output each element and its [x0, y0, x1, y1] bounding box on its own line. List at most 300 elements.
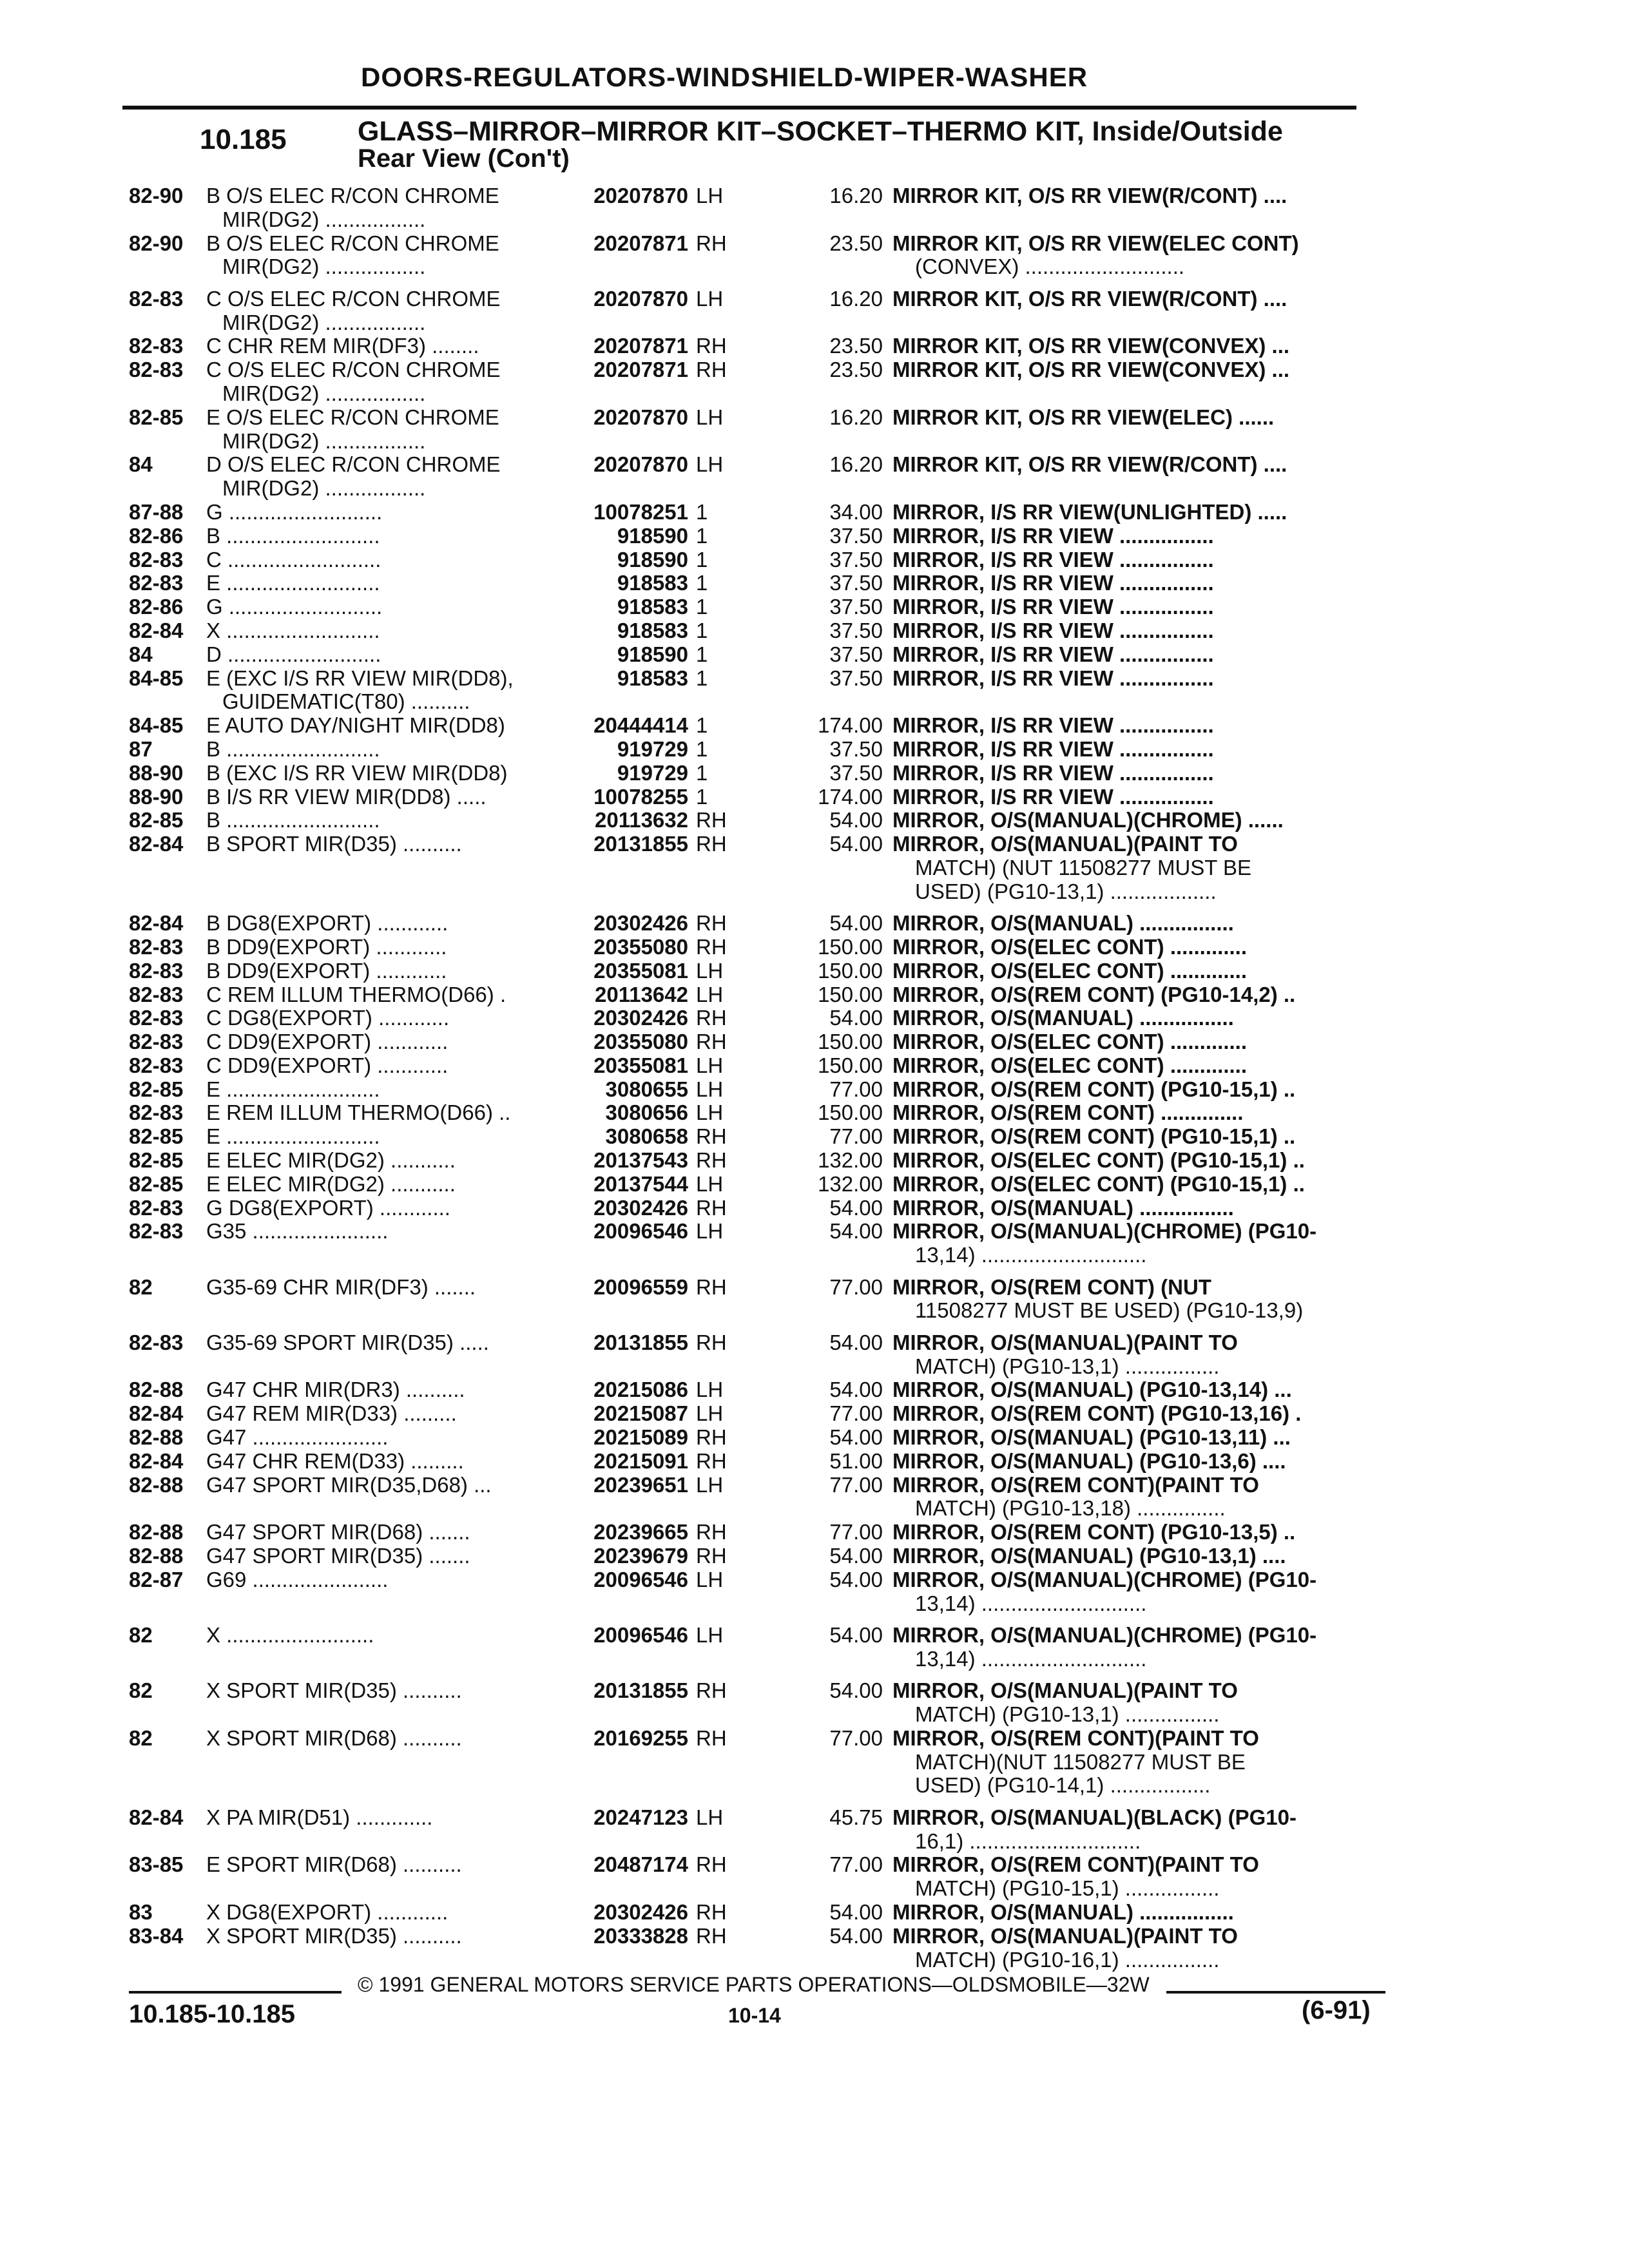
row-description: MIRROR, O/S(REM CONT)(PAINT TO — [892, 1725, 1259, 1750]
row-trim: B DG8(EXPORT) ............ — [206, 911, 448, 936]
row-qty: RH — [696, 934, 727, 959]
row-price: 16.20 — [829, 405, 883, 429]
row-trim: G .......................... — [206, 595, 383, 619]
table-row — [0, 1149, 1629, 1173]
row-qty: RH — [696, 911, 727, 936]
row-years: 82-88 — [129, 1544, 184, 1568]
row-years: 82-90 — [129, 184, 184, 207]
row-trim: G47 CHR REM(D33) ......... — [206, 1448, 464, 1473]
row-trim-cont: MIR(DG2) ................. — [222, 428, 426, 453]
row-price: 150.00 — [818, 982, 883, 1006]
row-price: 37.50 — [829, 523, 883, 548]
table-row — [0, 1727, 1629, 1806]
table-row — [0, 1925, 1629, 1972]
table-row — [0, 1378, 1629, 1402]
header-rule — [122, 106, 1356, 110]
row-part-number: 3080656 — [605, 1100, 688, 1125]
row-qty: LH — [696, 1805, 724, 1829]
table-row — [0, 809, 1629, 832]
row-qty: RH — [696, 231, 727, 255]
row-qty: RH — [696, 1725, 727, 1750]
row-qty: RH — [696, 1030, 727, 1054]
row-description: MIRROR KIT, O/S RR VIEW(R/CONT) .... — [892, 184, 1287, 207]
row-trim: X DG8(EXPORT) ............ — [206, 1899, 448, 1924]
row-price: 54.00 — [829, 1678, 883, 1703]
table-row — [0, 1679, 1629, 1727]
row-years: 82-83 — [129, 1100, 184, 1125]
row-price: 54.00 — [829, 1378, 883, 1402]
row-description: MIRROR, O/S(REM CONT) (PG10-13,16) . — [892, 1401, 1302, 1426]
section-number: 10.185 — [200, 124, 287, 155]
row-years: 88-90 — [129, 760, 184, 785]
row-trim: X SPORT MIR(D35) .......... — [206, 1923, 462, 1948]
row-years: 84 — [129, 452, 153, 477]
table-row — [0, 1426, 1629, 1450]
row-qty: RH — [696, 1448, 727, 1473]
row-qty: RH — [696, 832, 727, 856]
page-header-title: DOORS-REGULATORS-WINDSHIELD-WIPER-WASHER — [361, 62, 1088, 92]
row-trim: C DG8(EXPORT) ............ — [206, 1006, 450, 1030]
row-years: 84-85 — [129, 713, 184, 738]
row-price: 77.00 — [829, 1520, 883, 1544]
row-qty: RH — [696, 1124, 727, 1149]
row-qty: LH — [696, 1401, 724, 1426]
row-description: MIRROR, O/S(MANUAL) (PG10-13,1) .... — [892, 1544, 1286, 1568]
row-price: 150.00 — [818, 958, 883, 983]
row-years: 82-83 — [129, 358, 184, 382]
row-description: MIRROR, I/S RR VIEW ................ — [892, 760, 1214, 785]
row-price: 77.00 — [829, 1725, 883, 1750]
table-row — [0, 287, 1629, 335]
row-years: 87-88 — [129, 499, 184, 524]
row-part-number: 20169255 — [593, 1725, 688, 1750]
row-price: 37.50 — [829, 760, 883, 785]
row-trim: B (EXC I/S RR VIEW MIR(DD8) — [206, 760, 508, 785]
table-row — [0, 959, 1629, 983]
row-price: 34.00 — [829, 499, 883, 524]
row-part-number: 20207870 — [593, 286, 688, 311]
row-price: 150.00 — [818, 1100, 883, 1125]
row-years: 82-83 — [129, 1330, 184, 1354]
row-description-cont: MATCH) (PG10-13,1) ................ — [915, 1702, 1220, 1726]
row-price: 77.00 — [829, 1124, 883, 1149]
row-price: 54.00 — [829, 1544, 883, 1568]
row-part-number: 20302426 — [593, 1195, 688, 1220]
row-price: 16.20 — [829, 286, 883, 311]
row-qty: RH — [696, 1330, 727, 1354]
row-part-number: 20215091 — [593, 1448, 688, 1473]
row-part-number: 20137544 — [593, 1171, 688, 1196]
table-row — [0, 548, 1629, 572]
row-qty: 1 — [696, 760, 708, 785]
row-description: MIRROR, O/S(REM CONT) .............. — [892, 1100, 1244, 1125]
row-years: 82-88 — [129, 1472, 184, 1497]
row-trim: X SPORT MIR(D68) .......... — [206, 1725, 462, 1750]
row-description-cont: (CONVEX) ........................... — [915, 255, 1185, 279]
row-years: 82-83 — [129, 1053, 184, 1077]
row-part-number: 20096546 — [593, 1567, 688, 1591]
row-trim: B .......................... — [206, 808, 380, 832]
row-description: MIRROR KIT, O/S RR VIEW(ELEC CONT) — [892, 231, 1299, 255]
row-price: 23.50 — [829, 231, 883, 255]
row-price: 77.00 — [829, 1077, 883, 1101]
row-price: 37.50 — [829, 595, 883, 619]
row-description: MIRROR, I/S RR VIEW ................ — [892, 784, 1214, 809]
row-years: 82-83 — [129, 286, 184, 311]
row-description: MIRROR, O/S(MANUAL)(PAINT TO — [892, 832, 1238, 856]
row-qty: LH — [696, 1100, 724, 1125]
row-description-cont: MATCH)(NUT 11508277 MUST BE — [915, 1749, 1246, 1774]
row-trim: G47 REM MIR(D33) ......... — [206, 1401, 457, 1426]
row-trim: D .......................... — [206, 642, 381, 666]
footer-section-code: 10.185-10.185 — [129, 2000, 296, 2028]
table-row — [0, 1544, 1629, 1568]
row-trim: B DD9(EXPORT) ............ — [206, 934, 447, 959]
row-part-number: 918590 — [617, 523, 688, 548]
row-qty: LH — [696, 1472, 724, 1497]
table-row — [0, 1450, 1629, 1474]
row-part-number: 20137543 — [593, 1148, 688, 1173]
table-row — [0, 184, 1629, 232]
row-years: 82-84 — [129, 1401, 184, 1426]
row-trim-cont: MIR(DG2) ................. — [222, 255, 426, 279]
row-years: 82-85 — [129, 1124, 184, 1149]
row-description: MIRROR, I/S RR VIEW ................ — [892, 666, 1214, 690]
row-qty: LH — [696, 1053, 724, 1077]
table-row — [0, 1568, 1629, 1624]
row-trim: C DD9(EXPORT) ............ — [206, 1030, 448, 1054]
row-price: 54.00 — [829, 832, 883, 856]
row-qty: RH — [696, 1274, 727, 1299]
row-qty: 1 — [696, 618, 708, 642]
row-part-number: 20096559 — [593, 1274, 688, 1299]
table-row — [0, 1276, 1629, 1331]
row-part-number: 20444414 — [593, 713, 688, 738]
row-trim: G47 SPORT MIR(D35,D68) ... — [206, 1472, 492, 1497]
row-price: 54.00 — [829, 1923, 883, 1948]
table-row — [0, 1521, 1629, 1544]
row-trim: C O/S ELEC R/CON CHROME — [206, 286, 501, 311]
row-years: 82-84 — [129, 832, 184, 856]
row-description: MIRROR, O/S(MANUAL)(CHROME) ...... — [892, 808, 1284, 832]
footer-page-number: 10-14 — [728, 2004, 781, 2027]
row-trim: E REM ILLUM THERMO(D66) .. — [206, 1100, 511, 1125]
row-price: 150.00 — [818, 1030, 883, 1054]
row-description: MIRROR, O/S(MANUAL)(CHROME) (PG10- — [892, 1623, 1317, 1647]
table-row — [0, 983, 1629, 1007]
row-description: MIRROR, O/S(ELEC CONT) ............. — [892, 934, 1248, 959]
row-trim: E SPORT MIR(D68) .......... — [206, 1852, 462, 1877]
row-part-number: 20113642 — [594, 982, 688, 1006]
section-subtitle: Rear View (Con't) — [358, 144, 570, 173]
table-row — [0, 619, 1629, 643]
row-trim: C CHR REM MIR(DF3) ........ — [206, 334, 479, 358]
row-description: MIRROR, O/S(ELEC CONT) ............. — [892, 1030, 1248, 1054]
row-trim: X PA MIR(D51) ............. — [206, 1805, 433, 1829]
row-description-cont: MATCH) (PG10-13,1) ................ — [915, 1354, 1220, 1378]
table-row — [0, 1474, 1629, 1521]
row-trim-cont: MIR(DG2) ................. — [222, 476, 426, 501]
row-part-number: 20207871 — [593, 358, 688, 382]
row-part-number: 918583 — [617, 571, 688, 595]
table-row — [0, 1402, 1629, 1426]
row-years: 82-83 — [129, 958, 184, 983]
row-description: MIRROR, O/S(REM CONT) (PG10-14,2) .. — [892, 982, 1296, 1006]
row-description: MIRROR KIT, O/S RR VIEW(R/CONT) .... — [892, 286, 1287, 311]
row-trim: D O/S ELEC R/CON CHROME — [206, 452, 501, 477]
row-description: MIRROR, I/S RR VIEW ................ — [892, 736, 1214, 761]
row-price: 45.75 — [829, 1805, 883, 1829]
row-price: 16.20 — [829, 184, 883, 207]
row-description: MIRROR, I/S RR VIEW ................ — [892, 547, 1214, 572]
row-trim-cont: MIR(DG2) ................. — [222, 381, 426, 405]
row-price: 51.00 — [829, 1448, 883, 1473]
table-row — [0, 453, 1629, 501]
row-description: MIRROR, O/S(MANUAL)(PAINT TO — [892, 1923, 1238, 1948]
row-trim: G35-69 CHR MIR(DF3) ....... — [206, 1274, 476, 1299]
row-years: 82 — [129, 1725, 153, 1750]
row-price: 54.00 — [829, 1006, 883, 1030]
row-description: MIRROR, I/S RR VIEW ................ — [892, 571, 1214, 595]
row-trim: E O/S ELEC R/CON CHROME — [206, 405, 499, 429]
row-trim: G47 ....................... — [206, 1425, 389, 1450]
row-qty: LH — [696, 958, 724, 983]
table-row — [0, 762, 1629, 785]
row-part-number: 20355080 — [593, 1030, 688, 1054]
row-description-cont: MATCH) (NUT 11508277 MUST BE — [915, 855, 1252, 879]
row-trim: C .......................... — [206, 547, 381, 572]
row-qty: 1 — [696, 736, 708, 761]
row-part-number: 10078255 — [593, 784, 688, 809]
row-description: MIRROR, O/S(REM CONT) (NUT — [892, 1274, 1211, 1299]
row-qty: RH — [696, 334, 727, 358]
table-row — [0, 1006, 1629, 1030]
row-part-number: 20207871 — [593, 334, 688, 358]
row-qty: LH — [696, 1378, 724, 1402]
row-description-cont: USED) (PG10-14,1) ................. — [915, 1773, 1211, 1798]
row-years: 82-83 — [129, 334, 184, 358]
row-years: 82-84 — [129, 911, 184, 936]
table-row — [0, 832, 1629, 912]
row-years: 83 — [129, 1899, 153, 1924]
row-description: MIRROR, O/S(MANUAL) ................ — [892, 1195, 1234, 1220]
row-years: 82-85 — [129, 1148, 184, 1173]
row-price: 37.50 — [829, 666, 883, 690]
row-description: MIRROR, O/S(ELEC CONT) ............. — [892, 1053, 1248, 1077]
row-part-number: 20215089 — [593, 1425, 688, 1450]
row-price: 54.00 — [829, 1425, 883, 1450]
row-trim: E ELEC MIR(DG2) ........... — [206, 1171, 456, 1196]
row-description: MIRROR KIT, O/S RR VIEW(CONVEX) ... — [892, 334, 1290, 358]
row-price: 132.00 — [818, 1148, 883, 1173]
row-qty: 1 — [696, 784, 708, 809]
row-description: MIRROR, O/S(MANUAL)(BLACK) (PG10- — [892, 1805, 1296, 1829]
row-description: MIRROR, O/S(REM CONT) (PG10-15,1) .. — [892, 1077, 1296, 1101]
row-part-number: 20333828 — [593, 1923, 688, 1948]
table-row — [0, 1901, 1629, 1925]
row-description: MIRROR, O/S(REM CONT)(PAINT TO — [892, 1852, 1259, 1877]
row-years: 82-88 — [129, 1520, 184, 1544]
row-part-number: 20239665 — [593, 1520, 688, 1544]
row-description: MIRROR, O/S(MANUAL) ................ — [892, 911, 1234, 936]
row-years: 82-83 — [129, 982, 184, 1006]
row-part-number: 3080658 — [605, 1124, 688, 1149]
row-description: MIRROR KIT, O/S RR VIEW(ELEC) ...... — [892, 405, 1275, 429]
row-description: MIRROR, O/S(ELEC CONT) ............. — [892, 958, 1248, 983]
footer-date: (6-91) — [1302, 1996, 1371, 2024]
table-row — [0, 785, 1629, 809]
footer-copyright: © 1991 GENERAL MOTORS SERVICE PARTS OPERATIONS—OLDSMOBILE—32W — [358, 1973, 1150, 1996]
row-trim: X .......................... — [206, 618, 380, 642]
row-trim: B .......................... — [206, 523, 380, 548]
row-description: MIRROR, I/S RR VIEW ................ — [892, 642, 1214, 666]
row-price: 77.00 — [829, 1472, 883, 1497]
row-trim: B I/S RR VIEW MIR(DD8) ..... — [206, 784, 487, 809]
row-price: 54.00 — [829, 1195, 883, 1220]
row-part-number: 20302426 — [593, 1006, 688, 1030]
row-trim: E .......................... — [206, 1077, 380, 1101]
footer-rule-right — [1166, 1991, 1385, 1994]
row-description-cont: MATCH) (PG10-13,18) ............... — [915, 1496, 1226, 1521]
row-years: 83-85 — [129, 1852, 184, 1877]
table-row — [0, 1806, 1629, 1854]
row-trim: G69 ....................... — [206, 1567, 389, 1591]
row-price: 37.50 — [829, 642, 883, 666]
row-part-number: 918583 — [617, 666, 688, 690]
row-qty: RH — [696, 1852, 727, 1877]
row-years: 82 — [129, 1623, 153, 1647]
table-row — [0, 524, 1629, 548]
row-description: MIRROR, O/S(ELEC CONT) (PG10-15,1) .. — [892, 1148, 1305, 1173]
row-qty: LH — [696, 452, 724, 477]
row-years: 84-85 — [129, 666, 184, 690]
row-price: 132.00 — [818, 1171, 883, 1196]
row-part-number: 20302426 — [593, 1899, 688, 1924]
row-part-number: 20207871 — [593, 231, 688, 255]
row-qty: LH — [696, 1219, 724, 1244]
table-row — [0, 738, 1629, 762]
row-years: 82-87 — [129, 1567, 184, 1591]
row-part-number: 20096546 — [593, 1623, 688, 1647]
row-price: 54.00 — [829, 1330, 883, 1354]
row-description: MIRROR, O/S(MANUAL) (PG10-13,11) ... — [892, 1425, 1291, 1450]
row-description: MIRROR, O/S(REM CONT) (PG10-15,1) .. — [892, 1124, 1296, 1149]
row-qty: 1 — [696, 666, 708, 690]
row-price: 37.50 — [829, 618, 883, 642]
row-part-number: 918583 — [617, 618, 688, 642]
row-years: 82-85 — [129, 405, 184, 429]
row-price: 54.00 — [829, 1899, 883, 1924]
table-row — [0, 406, 1629, 454]
row-years: 82 — [129, 1274, 153, 1299]
row-years: 82-85 — [129, 1171, 184, 1196]
row-description-cont: 11508277 MUST BE USED) (PG10-13,9) — [915, 1298, 1304, 1323]
table-row — [0, 912, 1629, 936]
row-qty: RH — [696, 1678, 727, 1703]
table-row — [0, 936, 1629, 959]
row-description: MIRROR, O/S(REM CONT)(PAINT TO — [892, 1472, 1259, 1497]
table-row — [0, 1054, 1629, 1078]
row-trim: G47 CHR MIR(DR3) .......... — [206, 1378, 465, 1402]
row-part-number: 20207870 — [593, 452, 688, 477]
row-description-cont: 13,14) ............................ — [915, 1243, 1147, 1267]
row-description: MIRROR, O/S(MANUAL) (PG10-13,14) ... — [892, 1378, 1292, 1402]
row-description-cont: 13,14) ............................ — [915, 1646, 1147, 1671]
row-years: 83-84 — [129, 1923, 184, 1948]
row-part-number: 10078251 — [593, 499, 688, 524]
row-price: 37.50 — [829, 736, 883, 761]
row-description: MIRROR, O/S(REM CONT) (PG10-13,5) .. — [892, 1520, 1296, 1544]
row-price: 174.00 — [818, 713, 883, 738]
row-part-number: 20302426 — [593, 911, 688, 936]
row-description: MIRROR, O/S(ELEC CONT) (PG10-15,1) .. — [892, 1171, 1305, 1196]
row-description: MIRROR, O/S(MANUAL)(PAINT TO — [892, 1678, 1238, 1703]
row-price: 23.50 — [829, 334, 883, 358]
row-trim: G .......................... — [206, 499, 383, 524]
row-part-number: 918590 — [617, 547, 688, 572]
row-part-number: 20247123 — [593, 1805, 688, 1829]
row-price: 54.00 — [829, 1567, 883, 1591]
row-description: MIRROR, I/S RR VIEW ................ — [892, 595, 1214, 619]
row-trim: E AUTO DAY/NIGHT MIR(DD8) — [206, 713, 505, 738]
row-description: MIRROR, O/S(MANUAL)(PAINT TO — [892, 1330, 1238, 1354]
row-trim: G35-69 SPORT MIR(D35) ..... — [206, 1330, 489, 1354]
table-row — [0, 1125, 1629, 1149]
row-qty: RH — [696, 1544, 727, 1568]
row-part-number: 20239651 — [593, 1472, 688, 1497]
row-trim: C REM ILLUM THERMO(D66) . — [206, 982, 506, 1006]
row-part-number: 20355081 — [593, 958, 688, 983]
row-part-number: 918590 — [617, 642, 688, 666]
table-row — [0, 595, 1629, 619]
row-years: 82-83 — [129, 547, 184, 572]
row-trim: B SPORT MIR(D35) .......... — [206, 832, 462, 856]
table-row — [0, 643, 1629, 667]
row-part-number: 919729 — [617, 760, 688, 785]
row-description-cont: MATCH) (PG10-16,1) ................ — [915, 1947, 1220, 1972]
row-part-number: 20096546 — [593, 1219, 688, 1244]
row-years: 82-85 — [129, 808, 184, 832]
row-qty: LH — [696, 982, 724, 1006]
row-qty: LH — [696, 286, 724, 311]
row-years: 88-90 — [129, 784, 184, 809]
row-price: 37.50 — [829, 571, 883, 595]
row-description: MIRROR KIT, O/S RR VIEW(CONVEX) ... — [892, 358, 1290, 382]
row-description: MIRROR, O/S(MANUAL) ................ — [892, 1006, 1234, 1030]
row-price: 77.00 — [829, 1401, 883, 1426]
row-qty: 1 — [696, 713, 708, 738]
row-trim-cont: MIR(DG2) ................. — [222, 207, 426, 231]
row-years: 82-83 — [129, 1195, 184, 1220]
row-part-number: 20113632 — [594, 808, 688, 832]
row-description-cont: USED) (PG10-13,1) .................. — [915, 879, 1217, 903]
row-trim: G47 SPORT MIR(D68) ....... — [206, 1520, 470, 1544]
row-description: MIRROR, I/S RR VIEW(UNLIGHTED) ..... — [892, 499, 1287, 524]
row-trim: B O/S ELEC R/CON CHROME — [206, 184, 499, 207]
row-part-number: 20215086 — [593, 1378, 688, 1402]
table-row — [0, 572, 1629, 595]
row-description-cont: MATCH) (PG10-15,1) ................ — [915, 1876, 1220, 1901]
row-years: 82-90 — [129, 231, 184, 255]
table-row — [0, 1853, 1629, 1901]
row-qty: RH — [696, 1425, 727, 1450]
row-description: MIRROR, O/S(MANUAL)(CHROME) (PG10- — [892, 1567, 1317, 1591]
row-description: MIRROR, O/S(MANUAL)(CHROME) (PG10- — [892, 1219, 1317, 1244]
row-years: 82-86 — [129, 523, 184, 548]
row-trim: B DD9(EXPORT) ............ — [206, 958, 447, 983]
table-row — [0, 1030, 1629, 1054]
row-qty: LH — [696, 1623, 724, 1647]
